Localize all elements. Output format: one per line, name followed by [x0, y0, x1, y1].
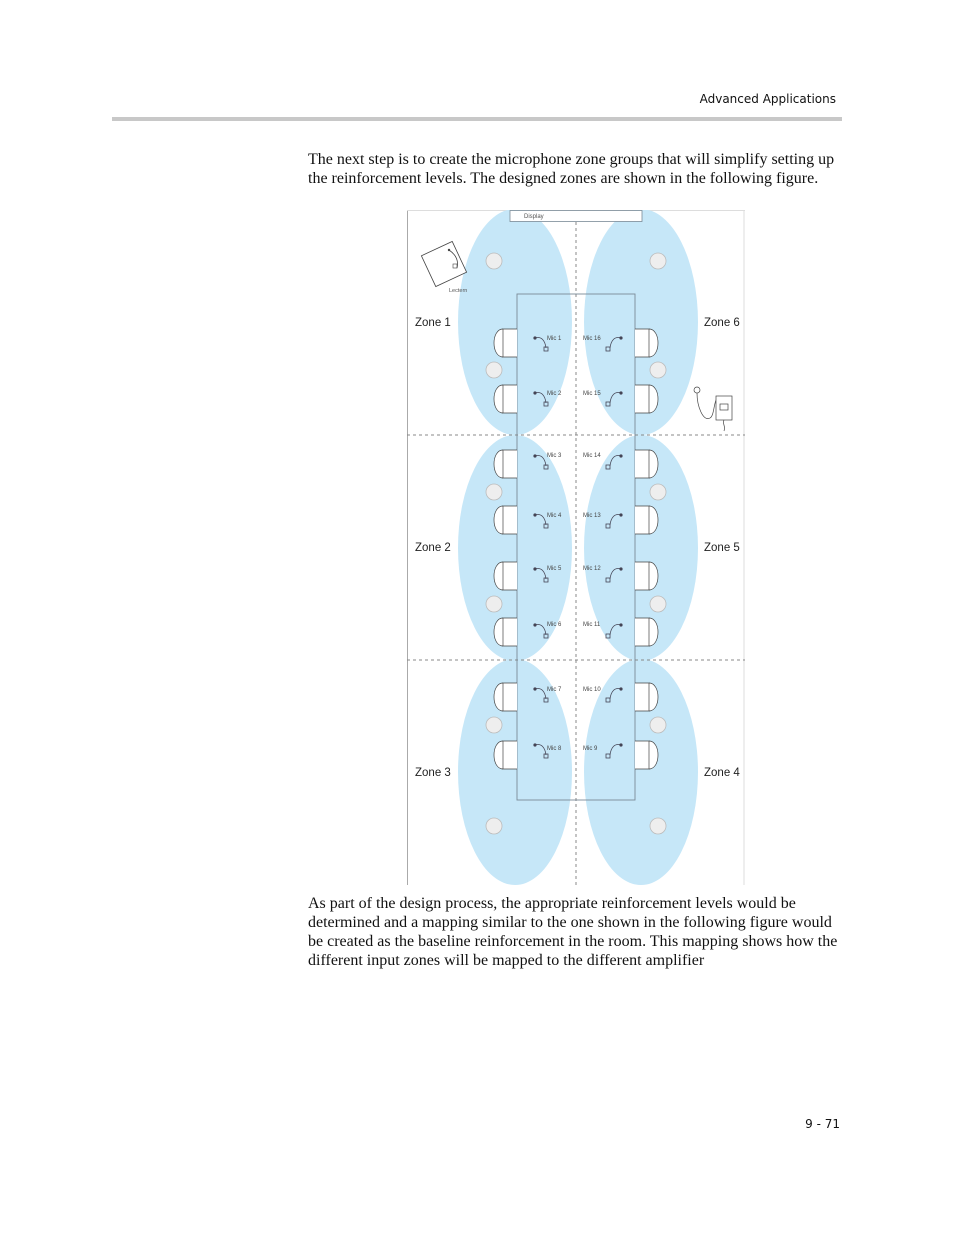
ceiling-speaker-icon — [650, 362, 666, 378]
ceiling-speaker-icon — [486, 717, 502, 733]
ceiling-speaker-icon — [650, 717, 666, 733]
intro-paragraph: The next step is to create the microphone zone groups that will simplify setting up the reinforcement levels. The designed zones are shown in the following figure. — [308, 151, 835, 187]
zone-label: Zone 4 — [704, 767, 740, 779]
display-label: Display — [524, 214, 544, 220]
chair-icon — [494, 450, 517, 478]
ceiling-speaker-icon — [650, 818, 666, 834]
lectern-label: Lectern — [449, 288, 468, 294]
mic-label: Mic 15 — [583, 391, 601, 397]
chair-icon — [635, 506, 658, 534]
mic-label: Mic 4 — [547, 513, 562, 519]
chair-icon — [635, 385, 658, 413]
ceiling-speaker-icon — [650, 253, 666, 269]
mic-label: Mic 5 — [547, 566, 562, 572]
mic-label: Mic 1 — [547, 336, 562, 342]
chair-icon — [635, 741, 658, 769]
chair-icon — [494, 618, 517, 646]
followup-paragraph: As part of the design process, the appropriate reinforcement levels would be determined and a mapping similar to the one shown in the following figure would be created as the baseline reinforcement in the room. This mapping shows how the different input zones will be mapped to the different amplifier — [308, 895, 838, 969]
mic-label: Mic 16 — [583, 336, 601, 342]
mic-label: Mic 11 — [583, 622, 601, 628]
chair-icon — [635, 562, 658, 590]
page-number: 9 - 71 — [805, 1117, 840, 1131]
chair-icon — [494, 385, 517, 413]
mic-label: Mic 3 — [547, 453, 562, 459]
ceiling-speaker-icon — [486, 818, 502, 834]
ceiling-speaker-icon — [486, 362, 502, 378]
zone-label: Zone 1 — [415, 317, 451, 329]
zone-label: Zone 3 — [415, 767, 451, 779]
mic-label: Mic 8 — [547, 746, 562, 752]
mic-label: Mic 9 — [583, 746, 598, 752]
mic-label: Mic 10 — [583, 687, 601, 693]
chair-icon — [635, 618, 658, 646]
ceiling-speaker-icon — [486, 253, 502, 269]
chair-icon — [494, 329, 517, 357]
chair-icon — [494, 683, 517, 711]
ceiling-speaker-icon — [486, 596, 502, 612]
ceiling-speaker-icon — [486, 484, 502, 500]
running-header: Advanced Applications — [699, 92, 836, 106]
header-rule — [112, 117, 842, 121]
zone-label: Zone 2 — [415, 542, 451, 554]
mic-label: Mic 7 — [547, 687, 562, 693]
ceiling-speaker-icon — [650, 484, 666, 500]
chair-icon — [635, 329, 658, 357]
chair-icon — [494, 741, 517, 769]
chair-icon — [494, 562, 517, 590]
chair-icon — [635, 450, 658, 478]
chair-icon — [635, 683, 658, 711]
zone-label: Zone 5 — [704, 542, 740, 554]
mic-label: Mic 14 — [583, 453, 601, 459]
zone-label: Zone 6 — [704, 317, 740, 329]
mic-label: Mic 13 — [583, 513, 601, 519]
mic-label: Mic 12 — [583, 566, 601, 572]
mic-label: Mic 6 — [547, 622, 562, 628]
chair-icon — [494, 506, 517, 534]
zone-layout-figure — [407, 210, 745, 885]
ceiling-speaker-icon — [650, 596, 666, 612]
mic-label: Mic 2 — [547, 391, 562, 397]
